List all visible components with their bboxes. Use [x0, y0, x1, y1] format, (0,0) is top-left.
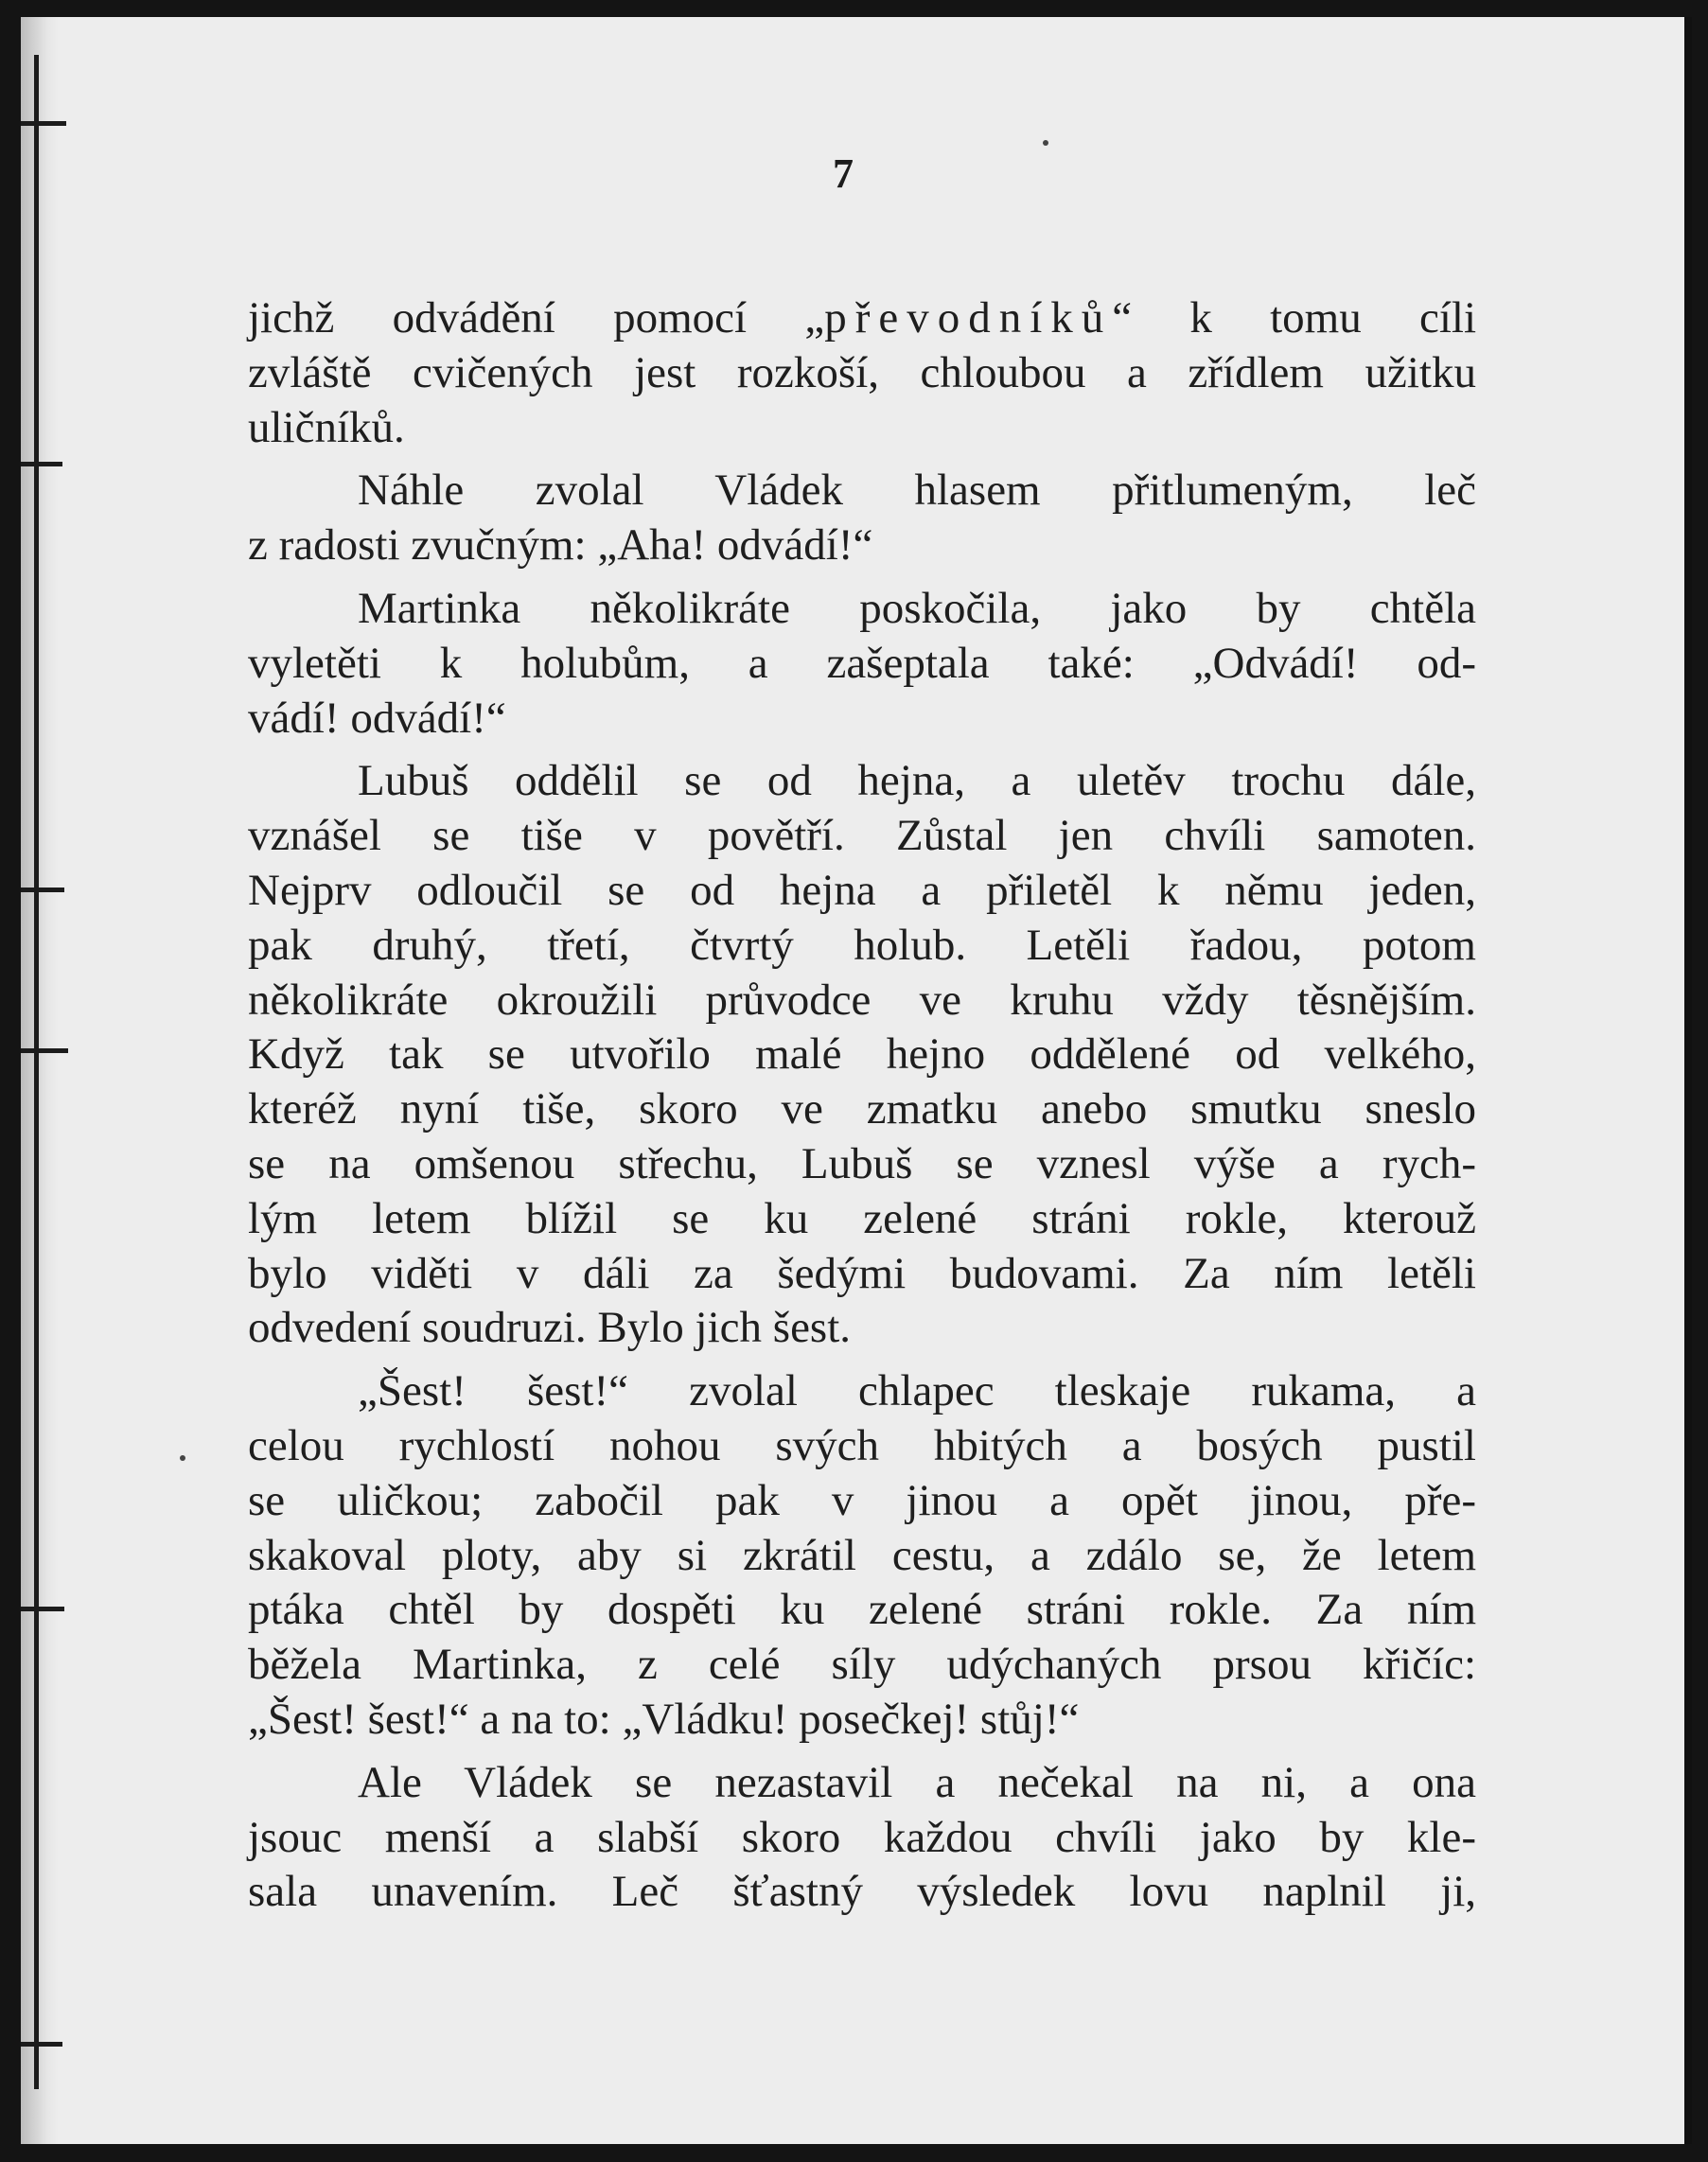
paper-speck	[1043, 140, 1048, 146]
text-line	[248, 1192, 1476, 1247]
text-line-content: Lubuš oddělil se od hejna, a uletěv trochu dále,	[358, 756, 1476, 806]
page-binding-edge	[21, 17, 59, 2144]
text-line-content: ptáka chtěl by dospěti ku zelené stráni rokle. Za ním	[248, 1585, 1476, 1635]
text-line	[248, 1474, 1476, 1529]
text-line	[248, 1028, 1476, 1082]
text-line	[248, 1082, 1476, 1137]
text-line-content: zvláště cvičených jest rozkoší, chloubou a zřídlem užitku	[248, 347, 1476, 397]
book-page	[21, 17, 1692, 2144]
text-line	[248, 754, 1476, 809]
text-line	[248, 692, 1476, 747]
text-line-content: z radosti zvučným: „Aha! odvádí!“	[248, 520, 873, 571]
body-text	[248, 291, 1476, 1920]
text-line	[248, 1865, 1476, 1920]
binding-mark	[21, 1607, 64, 1611]
text-line-content: lým letem blížil se ku zelené stráni rokle, kterouž	[248, 1193, 1476, 1243]
text-line	[248, 1583, 1476, 1638]
spaced-emphasis: převodníků	[824, 293, 1113, 343]
text-line-content: kteréž nyní tiše, skoro ve zmatku anebo smutku sneslo	[248, 1084, 1476, 1134]
text-line-content: Martinka několikráte poskočila, jako by chtěla	[358, 583, 1476, 633]
text-line-content: Když tak se utvořilo malé hejno oddělené od velkého,	[248, 1029, 1476, 1080]
binding-mark	[21, 121, 66, 126]
binding-mark	[21, 462, 62, 466]
text-line	[248, 1811, 1476, 1866]
text-line-content: uličníků.	[248, 402, 405, 452]
text-line	[248, 974, 1476, 1028]
text-line-content: vádí! odvádí!“	[248, 693, 506, 743]
text-line-content: se uličkou; zabočil pak v jinou a opět jinou, pře-	[248, 1475, 1476, 1525]
text-line-content: Náhle zvolal Vládek hlasem přitlumeným, leč	[358, 466, 1476, 516]
text-line-content: jichž odvádění pomocí „	[248, 293, 825, 343]
text-line	[248, 1419, 1476, 1474]
text-line-content: běžela Martinka, z celé síly udýchaných prsou křičíc:	[248, 1640, 1476, 1690]
text-line-content: sala unavením. Leč šťastný výsledek lovu naplnil ji,	[248, 1867, 1476, 1917]
text-line-content: Ale Vládek se nezastavil a nečekal na ni, a ona	[358, 1757, 1476, 1807]
text-line-content: pak druhý, třetí, čtvrtý holub. Letěli řadou, potom	[248, 920, 1476, 970]
page-number: 7	[833, 150, 854, 197]
text-line-content: vznášel se tiše v povětří. Zůstal jen chvíli samoten.	[248, 811, 1476, 861]
text-line	[248, 582, 1476, 637]
paper-speck	[180, 1455, 185, 1461]
text-line	[248, 1364, 1476, 1419]
text-line	[248, 401, 1476, 456]
binding-mark	[21, 1048, 68, 1053]
text-line-content: bylo viděti v dáli za šedými budovami. Za ním letěli	[248, 1248, 1476, 1298]
text-line-content: Nejprv odloučil se od hejna a přiletěl k němu jeden,	[248, 865, 1476, 915]
text-line	[248, 919, 1476, 974]
text-line-content: celou rychlostí nohou svých hbitých a bosých pustil	[248, 1420, 1476, 1470]
binding-mark	[21, 2042, 62, 2047]
text-line	[248, 1693, 1476, 1748]
text-line-content: „Šest! šest!“ zvolal chlapec tleskaje rukama, a	[358, 1366, 1476, 1416]
text-line	[248, 1756, 1476, 1811]
text-line	[248, 864, 1476, 919]
text-line	[248, 291, 1476, 346]
text-line	[248, 1529, 1476, 1584]
text-line	[248, 519, 1476, 573]
text-line	[248, 1301, 1476, 1356]
text-line-content: “ k tomu cíli	[1112, 293, 1476, 343]
text-line	[248, 637, 1476, 692]
text-line	[248, 1137, 1476, 1192]
text-line-content: jsouc menší a slabší skoro každou chvíli jako by kle-	[248, 1812, 1476, 1862]
text-line-content: odvedení soudruzi. Bylo jich šest.	[248, 1303, 852, 1353]
text-line-content: několikráte okroužili průvodce ve kruhu vždy těsnějším.	[248, 975, 1476, 1025]
text-line	[248, 1247, 1476, 1302]
text-line-content: „Šest! šest!“ a na to: „Vládku! posečkej! stůj!“	[248, 1694, 1080, 1744]
text-line	[248, 464, 1476, 519]
text-line	[248, 346, 1476, 401]
binding-mark	[21, 888, 64, 892]
text-line-content: skakoval ploty, aby si zkrátil cestu, a zdálo se, že letem	[248, 1530, 1476, 1580]
text-line	[248, 1638, 1476, 1693]
text-line-content: vyletěti k holubům, a zašeptala také: „Odvádí! od-	[248, 638, 1476, 688]
binding-stitch-line	[34, 55, 39, 2089]
text-line	[248, 809, 1476, 864]
text-line-content: se na omšenou střechu, Lubuš se vznesl výše a rych-	[248, 1138, 1476, 1188]
